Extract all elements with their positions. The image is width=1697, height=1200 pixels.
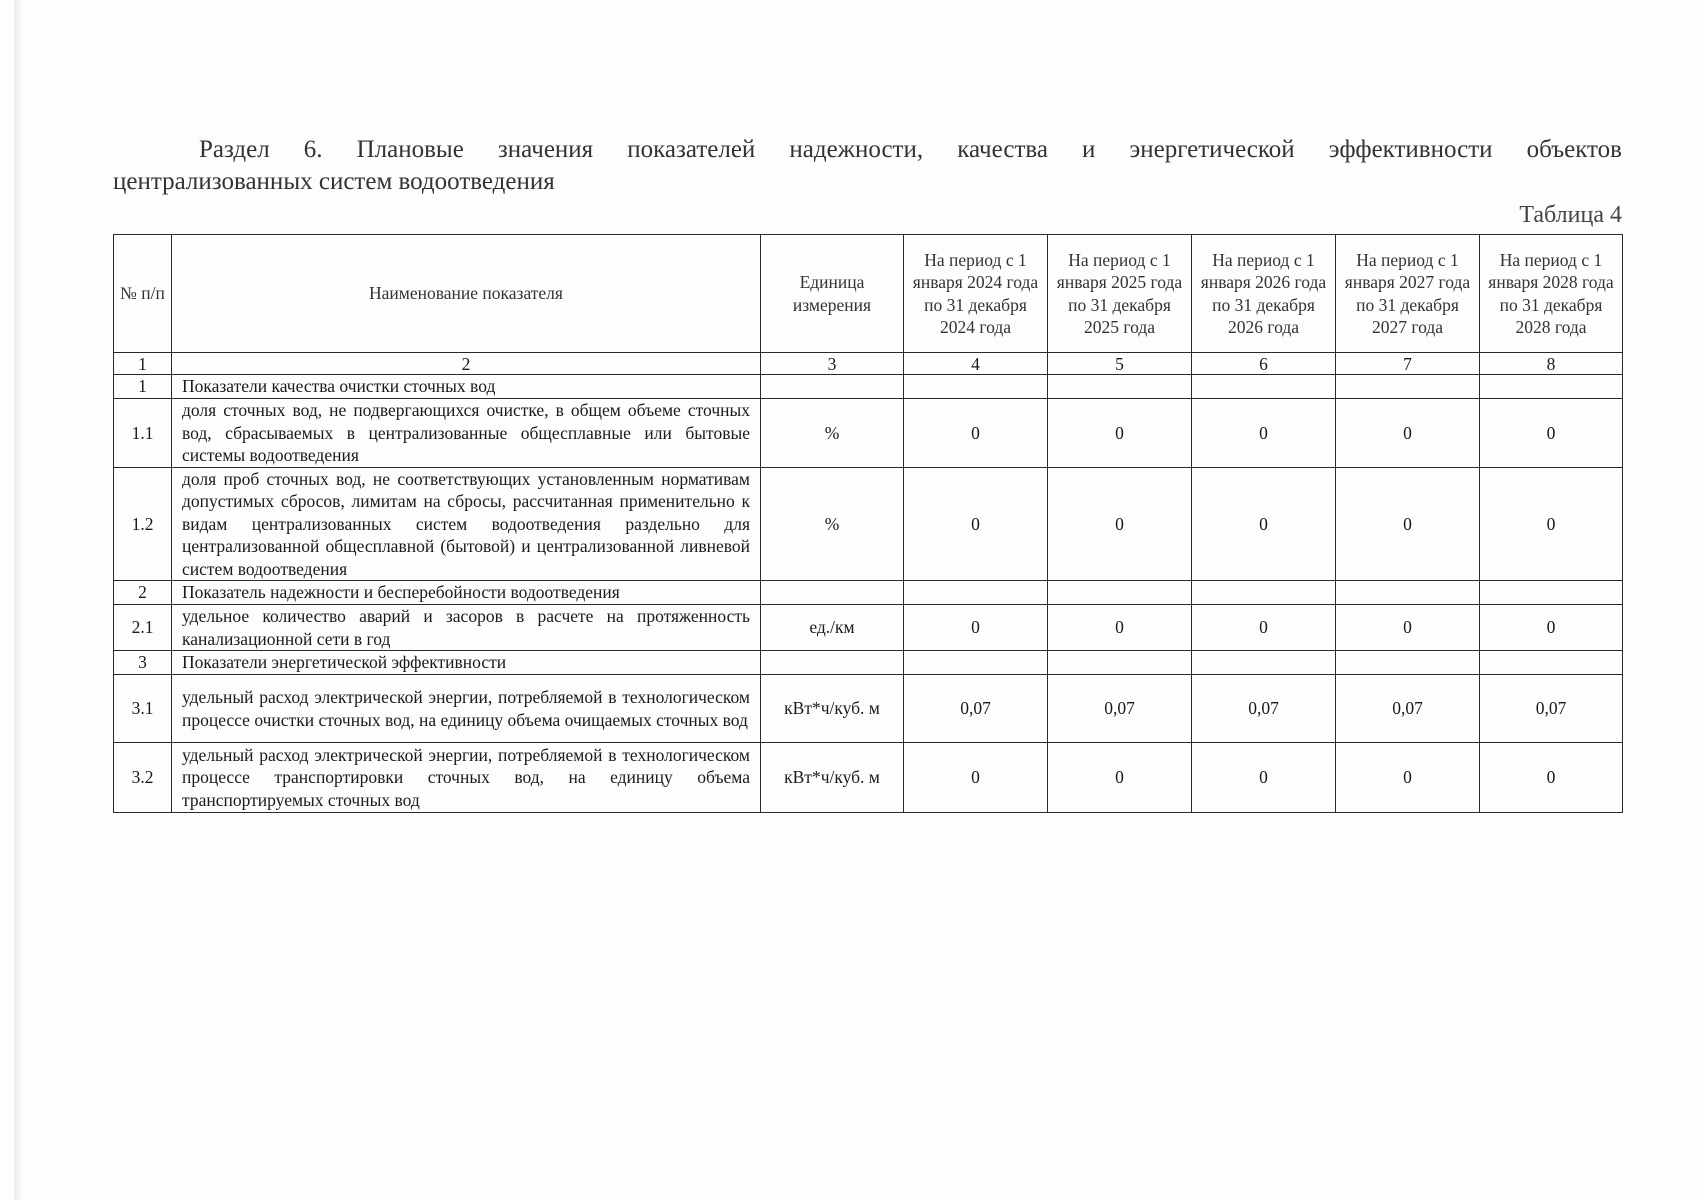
row-number: 2.1	[114, 605, 172, 651]
value-2024: 0,07	[904, 675, 1048, 743]
value-2027: 0	[1336, 605, 1480, 651]
section-row	[114, 581, 1623, 605]
section-title: Показатели качества очистки сточных вод	[172, 375, 761, 399]
heading-word: 6.	[303, 136, 323, 163]
column-number: 3	[761, 353, 904, 375]
value-2028: 0	[1480, 467, 1623, 581]
heading-line-1	[113, 134, 1622, 166]
heading-word: показателей	[627, 136, 756, 163]
table-row	[114, 743, 1623, 813]
header-period-2028: На период с 1 января 2028 года по 31 декабря 2028 года	[1480, 235, 1623, 353]
unit-cell: %	[761, 467, 904, 581]
column-number-row	[114, 353, 1623, 375]
section-title: Показатели энергетической эффективности	[172, 651, 761, 675]
value-2027: 0,07	[1336, 675, 1480, 743]
section-row	[114, 651, 1623, 675]
value-2028: 0,07	[1480, 675, 1623, 743]
table-row	[114, 467, 1623, 581]
header-period-2026: На период с 1 января 2026 года по 31 декабря 2026 года	[1192, 235, 1336, 353]
column-number: 4	[904, 353, 1048, 375]
header-period-2027: На период с 1 января 2027 года по 31 декабря 2027 года	[1336, 235, 1480, 353]
value-2026: 0,07	[1192, 675, 1336, 743]
value-2024: 0	[904, 467, 1048, 581]
indicator-name: доля сточных вод, не подвергающихся очистке, в общем объеме сточных вод, сбрасываемых в централизованные общесплавные или бытовые системы водоотведения	[172, 399, 761, 468]
value-2028: 0	[1480, 605, 1623, 651]
row-number: 3	[114, 651, 172, 675]
unit-cell: ед./км	[761, 605, 904, 651]
column-number: 1	[114, 353, 172, 375]
header-unit: Единица измерения	[761, 235, 904, 353]
heading-word: значения	[497, 136, 594, 163]
value-2026: 0	[1192, 467, 1336, 581]
value-2028: 0	[1480, 399, 1623, 468]
indicator-name: доля проб сточных вод, не соответствующих установленным нормативам допустимых сбросов, лимитам на сбросы, рассчитанная применительно к видам централизованных систем водоотведения раздельно для централизованной общесплавной (бытовой) и централизованной ливневой систем водоотведения	[172, 467, 761, 581]
unit-cell: %	[761, 399, 904, 468]
heading-line-2: централизованных систем водоотведения	[113, 168, 555, 195]
row-number: 3.2	[114, 743, 172, 813]
row-number: 1	[114, 375, 172, 399]
heading-word: Раздел	[199, 136, 270, 163]
heading-word: объектов	[1526, 136, 1622, 163]
value-2027: 0	[1336, 743, 1480, 813]
column-number: 7	[1336, 353, 1480, 375]
header-period-2024: На период с 1 января 2024 года по 31 декабря 2024 года	[904, 235, 1048, 353]
heading-word: надежности,	[789, 136, 924, 163]
indicator-name: удельный расход электрической энергии, потребляемой в технологическом процессе очистки сточных вод, на единицу объема очищаемых сточных вод	[172, 675, 761, 743]
heading-word: эффективности	[1328, 136, 1493, 163]
value-2026: 0	[1192, 743, 1336, 813]
value-2024: 0	[904, 399, 1048, 468]
heading-word: и	[1082, 136, 1096, 163]
indicator-name: удельный расход электрической энергии, потребляемой в технологическом процессе транспортировки сточных вод, на единицу объема транспортируемых сточных вод	[172, 743, 761, 813]
value-2025: 0	[1048, 399, 1192, 468]
header-num: № п/п	[114, 235, 172, 353]
row-number: 3.1	[114, 675, 172, 743]
column-number: 8	[1480, 353, 1623, 375]
value-2027: 0	[1336, 467, 1480, 581]
value-2025: 0	[1048, 605, 1192, 651]
value-2024: 0	[904, 605, 1048, 651]
heading-word: качества	[957, 136, 1048, 163]
unit-cell: кВт*ч/куб. м	[761, 675, 904, 743]
column-number: 5	[1048, 353, 1192, 375]
table-row	[114, 675, 1623, 743]
header-period-2025: На период с 1 января 2025 года по 31 декабря 2025 года	[1048, 235, 1192, 353]
section-heading	[113, 134, 1622, 198]
column-number: 6	[1192, 353, 1336, 375]
indicator-name: удельное количество аварий и засоров в расчете на протяженность канализационной сети в год	[172, 605, 761, 651]
unit-cell: кВт*ч/куб. м	[761, 743, 904, 813]
table-row	[114, 605, 1623, 651]
table-row	[114, 399, 1623, 468]
row-number: 1.2	[114, 467, 172, 581]
heading-word: энергетической	[1129, 136, 1295, 163]
table-label: Таблица 4	[1519, 202, 1622, 228]
value-2026: 0	[1192, 399, 1336, 468]
value-2025: 0	[1048, 467, 1192, 581]
column-number: 2	[172, 353, 761, 375]
value-2028: 0	[1480, 743, 1623, 813]
section-title: Показатель надежности и бесперебойности водоотведения	[172, 581, 761, 605]
heading-word: Плановые	[356, 136, 464, 163]
section-row	[114, 375, 1623, 399]
header-name: Наименование показателя	[172, 235, 761, 353]
value-2027: 0	[1336, 399, 1480, 468]
row-number: 2	[114, 581, 172, 605]
value-2025: 0,07	[1048, 675, 1192, 743]
header-row	[114, 235, 1623, 353]
value-2026: 0	[1192, 605, 1336, 651]
scan-edge-shadow	[14, 0, 24, 1200]
value-2025: 0	[1048, 743, 1192, 813]
row-number: 1.1	[114, 399, 172, 468]
value-2024: 0	[904, 743, 1048, 813]
indicators-table	[113, 234, 1623, 813]
